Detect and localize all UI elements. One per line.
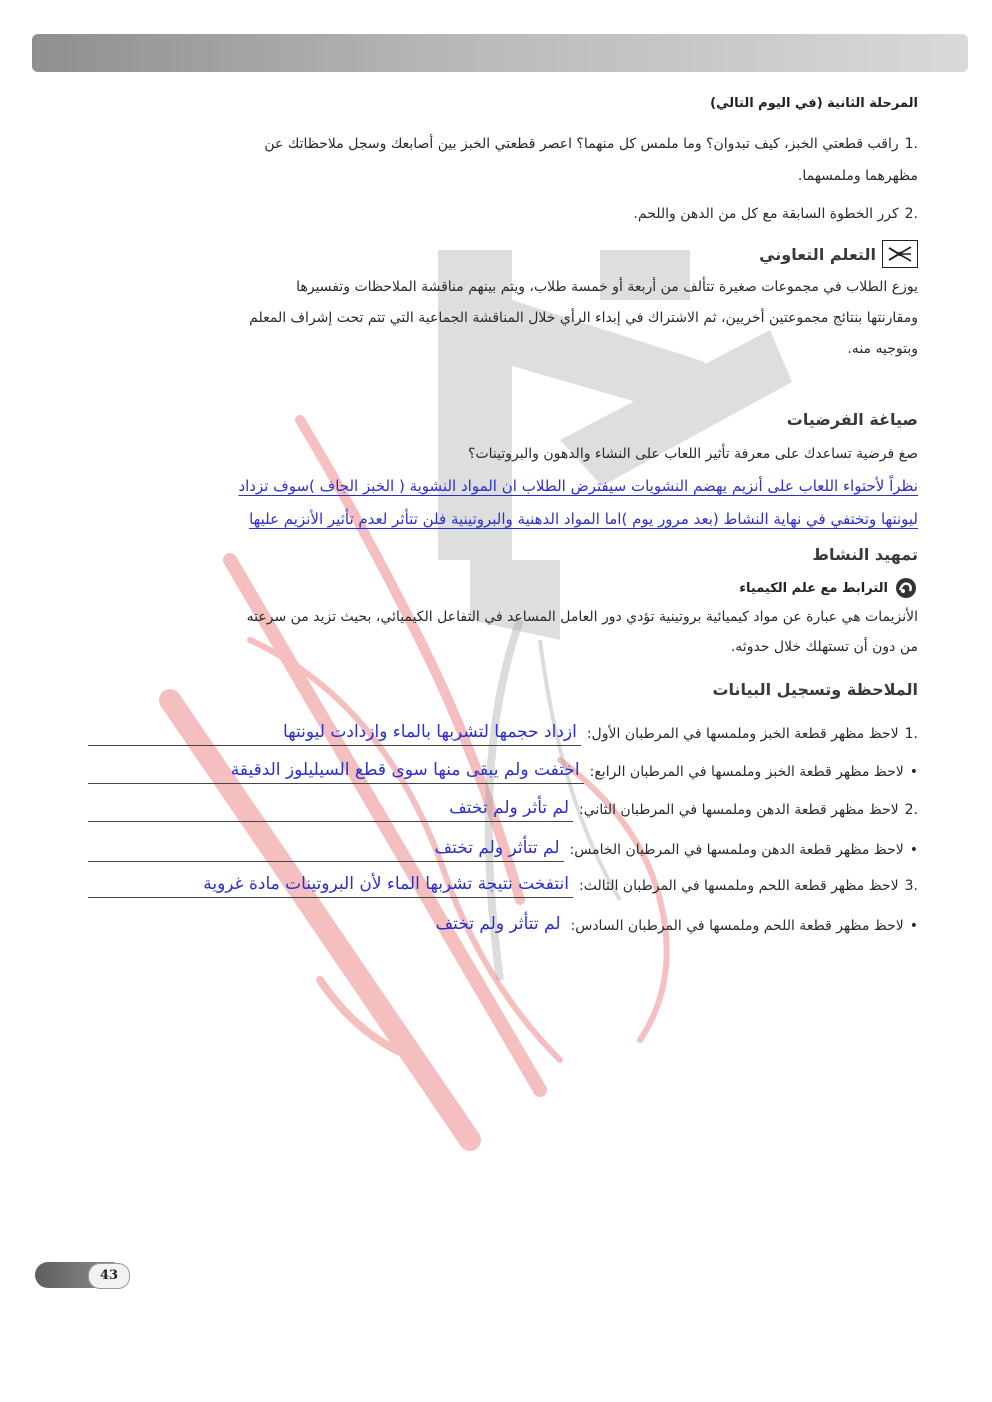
observation-row (88, 828, 918, 862)
observation-question (570, 842, 918, 862)
question-text: لاحظ مظهر قطعة الدهن وملمسها في المرطبان الخامس: (569, 842, 904, 858)
hypothesis-prompt-wrap (75, 438, 918, 470)
stage-title: المرحلة الثانية (في اليوم التالي) (710, 96, 918, 111)
question-text: لاحظ مظهر قطعة الخبز وملمسها في المرطبان الأول: (586, 726, 899, 742)
chemistry-link-heading (75, 576, 918, 600)
row-marker: • (909, 764, 918, 780)
observation-question (590, 764, 918, 784)
step-2-line-1 (75, 198, 918, 230)
observation-question (579, 878, 918, 898)
observation-row (88, 712, 918, 746)
cooperative-learning-icon (882, 240, 918, 268)
step-number: 2. (904, 206, 918, 222)
observation-title: الملاحظة وتسجيل البيانات (712, 680, 918, 699)
step-text: راقب قطعتي الخبز، كيف تبدوان؟ وما ملمس كل منهما؟ اعصر قطعتي الخبز بين أصابعك وسجل ملاحظاتك عن (264, 136, 899, 152)
chemistry-link-icon (894, 576, 918, 600)
observation-answer[interactable]: لم تأثر ولم تختف (88, 795, 573, 822)
row-marker: • (909, 918, 918, 934)
observation-answer[interactable]: لم تتأثر ولم تختف (88, 835, 564, 862)
question-text: لاحظ مظهر قطعة الخبز وملمسها في المرطبان الرابع: (589, 764, 904, 780)
row-marker: 2. (904, 802, 918, 818)
cooperative-line: يوزع الطلاب في مجموعات صغيرة تتألف من أربعة أو خمسة طلاب، ويتم بينهم مناقشة الملاحظات وتفسيرها (296, 279, 918, 295)
intro-title: تمهيد النشاط (812, 545, 918, 564)
row-marker: 1. (904, 726, 918, 742)
hypothesis-title: صياغة الفرضيات (786, 410, 918, 429)
page-number: 43 (88, 1263, 130, 1289)
hypothesis-answer-line: ليونتها وتختفي في نهاية النشاط (بعد مرور يوم )اما المواد الدهنية والبروتينية فلن تتأثر لعدم تأثير الأنزيم عليها (249, 510, 918, 528)
row-marker: • (909, 842, 918, 858)
observation-row (88, 904, 918, 938)
observation-row (88, 788, 918, 822)
step-number: 1. (904, 136, 918, 152)
step-2 (75, 198, 918, 230)
observation-answer[interactable]: لم تتأثر ولم تختف (435, 914, 561, 934)
row-marker: 3. (904, 878, 918, 894)
intro-line: من دون أن تستهلك خلال حدوثه. (730, 639, 918, 655)
cooperative-paragraph (75, 272, 918, 365)
cooperative-title: التعلم التعاوني (759, 244, 876, 264)
chemistry-link-title: الترابط مع علم الكيمياء (739, 580, 888, 596)
hypothesis-prompt: صغ فرضية تساعدك على معرفة تأثير اللعاب على النشاء والدهون والبروتينات؟ (468, 446, 918, 462)
cooperative-heading (75, 240, 918, 268)
question-text: لاحظ مظهر قطعة اللحم وملمسها في المرطبان الثالث: (578, 878, 899, 894)
cooperative-line: وبتوجيه منه. (847, 341, 918, 357)
observation-question (579, 802, 918, 822)
question-text: لاحظ مظهر قطعة اللحم وملمسها في المرطبان السادس: (570, 918, 904, 934)
hypothesis-answer-line: نظراً لأحتواء اللعاب على أنزيم يهضم النشويات سيفترض الطلاب ان المواد النشوية ( الخبز الجاف )سوف تزداد (238, 477, 918, 495)
intro-paragraph (75, 602, 918, 662)
step-1-line-1 (75, 128, 918, 160)
observation-question (587, 726, 918, 746)
observation-question (571, 918, 918, 938)
observation-row (88, 750, 918, 784)
intro-line: الأنزيمات هي عبارة عن مواد كيميائية بروتينية تؤدي دور العامل المساعد في التفاعل الكيميائي، بحيث تزيد من سرعته (246, 609, 918, 625)
hypothesis-answer (60, 470, 918, 536)
top-header-bar (32, 34, 968, 72)
question-text: لاحظ مظهر قطعة الدهن وملمسها في المرطبان الثاني: (579, 802, 899, 818)
step-1-line-2: مظهرهما وملمسهما. (797, 168, 918, 184)
observation-answer[interactable]: ازداد حجمها لتشربها بالماء وازدادت ليونتها (88, 719, 581, 746)
observation-answer[interactable]: اختفت ولم يبقى منها سوى قطع السيليلوز الدقيقة (88, 757, 584, 784)
observation-answer[interactable]: انتفخت نتيجة تشربها الماء لأن البروتينات مادة غروية (88, 871, 573, 898)
step-1 (75, 128, 918, 192)
cooperative-line: ومقارنتها بنتائج مجموعتين أخريين، ثم الاشتراك في إبداء الرأي خلال المناقشة الجماعية التي تتم تحت إشراف المعلم (249, 310, 918, 326)
step-text: كرر الخطوة السابقة مع كل من الدهن واللحم. (633, 206, 899, 222)
